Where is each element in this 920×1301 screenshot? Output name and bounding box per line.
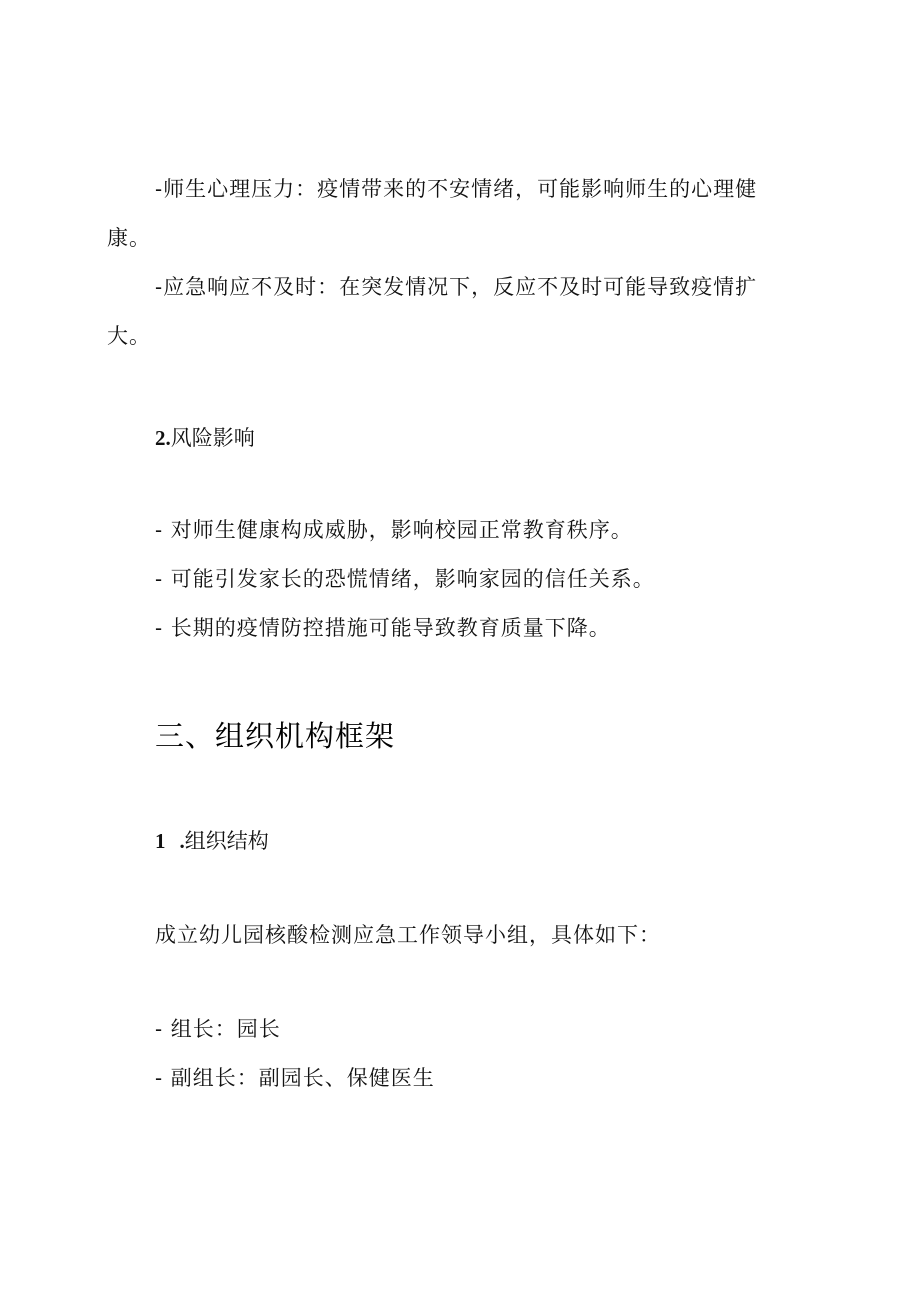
emergency-response-line2: 大。: [107, 324, 151, 348]
psych-pressure-line1: -师生心理压力：疫情带来的不安情绪，可能影响师生的心理健: [155, 177, 758, 201]
org-structure-dot: .: [179, 829, 185, 853]
member-deputy-leader: - 副组长：副园长、保健医生: [155, 1066, 435, 1090]
emergency-response-line1: -应急响应不及时：在突发情况下，反应不及时可能导致疫情扩: [155, 275, 758, 299]
org-structure-number: 1: [155, 829, 166, 853]
psych-pressure-line2: 康。: [107, 226, 151, 250]
risk-impact-subheading: [155, 423, 255, 453]
member-leader: - 组长：园长: [155, 1017, 281, 1041]
risk-impact-item-3: - 长期的疫情防控措施可能导致教育质量下降。: [155, 616, 611, 640]
risk-impact-title: 风险影响: [170, 426, 255, 450]
org-structure-title: 组织结构: [184, 829, 269, 853]
org-intro-text: 成立幼儿园核酸检测应急工作领导小组，具体如下：: [155, 923, 661, 947]
risk-impact-number: 2.: [155, 426, 171, 450]
org-structure-subheading: [155, 826, 269, 856]
section3-heading: 三、组织机构框架: [155, 719, 396, 753]
risk-impact-item-1: - 对师生健康构成威胁，影响校园正常教育秩序。: [155, 518, 633, 542]
risk-impact-item-2: - 可能引发家长的恐慌情绪，影响家园的信任关系。: [155, 567, 655, 591]
